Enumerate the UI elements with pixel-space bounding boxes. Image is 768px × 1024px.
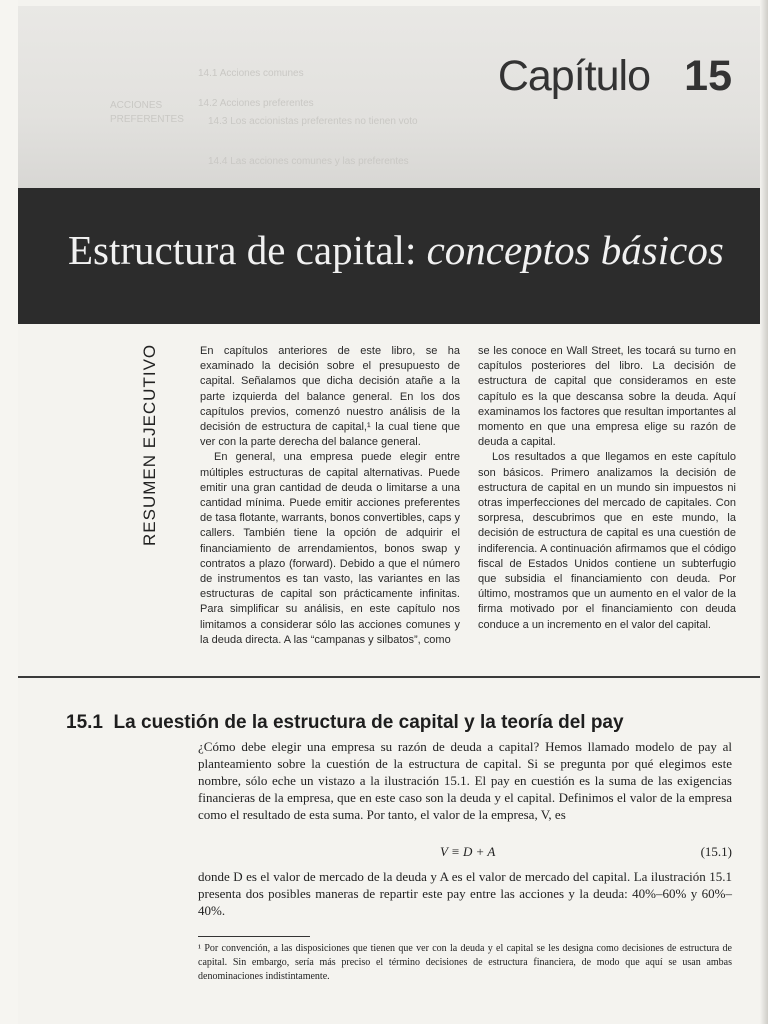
page-edge-shadow: [760, 0, 768, 1024]
ghost-text: ACCIONES: [110, 100, 163, 111]
section-title: La cuestión de la estructura de capital y la teoría del pay: [113, 712, 624, 733]
summary-column-right: [478, 344, 736, 633]
chapter-header-band: [18, 6, 760, 188]
page-left-margin: [0, 0, 18, 1024]
summary-paragraph: En capítulos anteriores de este libro, se ha examinado la decisión sobre el presupuesto de capital. Señalamos que dicha decisión atañe a la parte izquierda del balance general. En los dos capítulos previos, comenzó nuestro análisis de la decisión de estructura de capital,¹ la cual tiene que ver con la parte derecha del balance general.: [200, 345, 460, 449]
summary-paragraph: Los resultados a que llegamos en este capítulo son básicos. Primero analizamos la decisión de estructura de capital en un mundo sin impuestos ni otras imperfecciones del mercado de capitales. Con sorpresa, descubrimos que en este mundo, la decisión de estructura de capital es una cuestión de indiferencia. A continuación afirmamos que el código fiscal de Estados Unidos contiene un subterfugio que subsidia el financiamiento con deuda. Por último, mostramos que un aumento en el valor de la firma motivado por el financiamiento con deuda conduce a un incremento en el valor del capital.: [478, 451, 736, 631]
ghost-text: 14.1 Acciones comunes: [198, 68, 304, 79]
summary-column-left: [200, 344, 460, 648]
section-number: 15.1: [66, 712, 103, 733]
chapter-label: Capítulo: [497, 52, 650, 100]
chapter-title-italic: conceptos básicos: [426, 227, 724, 273]
chapter-title: [68, 226, 724, 274]
section-divider: [18, 676, 760, 678]
ghost-text: PREFERENTES: [110, 114, 184, 125]
equation-number: (15.1): [700, 844, 732, 859]
chapter-number: 15: [684, 52, 732, 100]
executive-summary-label: RESUMEN EJECUTIVO: [140, 343, 159, 547]
section-heading: [66, 712, 624, 734]
ghost-text: 14.3 Los accionistas preferentes no tienen voto: [208, 116, 418, 127]
footnote: ¹ Por convención, a las disposiciones que tienen que ver con la deuda y el capital se les designa como decisiones de estructura de capital. Sin embargo, sería más preciso el término decisiones de estructura financiera, de modo que aquí se usan ambas denominaciones indistintamente.: [198, 943, 732, 982]
chapter-title-plain: Estructura de capital:: [68, 227, 427, 273]
summary-paragraph: En general, una empresa puede elegir entre múltiples estructuras de capital alternativas. Puede emitir una gran cantidad de deuda o limitarse a una cantidad mínima. Puede emitir acciones preferentes de tasa flotante, warrants, bonos convertibles, caps y callers. También tiene la opción de adquirir el financiamiento de arrendamientos, bonos swap y contratos a plazo (forward). Debido a que el número de instrumentos es tan vasto, las variantes en las estructuras de capital son prácticamente infinitas. Para simplificar su análisis, en este capítulo nos limitamos a considerar sólo las acciones comunes y la deuda directa. A las “campanas y silbatos”, como: [200, 451, 460, 646]
ghost-text: 14.4 Las acciones comunes y las preferentes: [208, 156, 409, 167]
ghost-text: 14.2 Acciones preferentes: [198, 98, 314, 109]
body-paragraph: donde D es el valor de mercado de la deuda y A es el valor de mercado del capital. La ilustración 15.1 presenta dos posibles maneras de repartir este pay entre las acciones y la deuda: 40%–60% y 60%–40%.: [198, 869, 732, 918]
footnote-rule: [198, 936, 310, 937]
body-paragraph: ¿Cómo debe elegir una empresa su razón de deuda a capital? Hemos llamado modelo de pay al planteamiento sobre la cuestión de la estructura de capital. Si se pregunta por qué elegimos este nombre, sólo eche un vistazo a la ilustración 15.1. El pay en cuestión es la suma de las exigencias financieras de la empresa, que en este caso son la deuda y el capital. Definimos el valor de la empresa como el resultado de esta suma. Por tanto, el valor de la empresa, V, es: [198, 739, 732, 822]
summary-paragraph: se les conoce en Wall Street, les tocará su turno en capítulos posteriores del libro. La decisión de estructura de capital que consideramos en este capítulo es la que descansa sobre la deuda. Aquí examinamos los factores que resultan importantes al momento en que una empresa elige su razón de deuda a capital.: [478, 345, 736, 449]
equation: V ≡ D + A: [440, 844, 496, 859]
chapter-title-bar: [18, 188, 760, 324]
